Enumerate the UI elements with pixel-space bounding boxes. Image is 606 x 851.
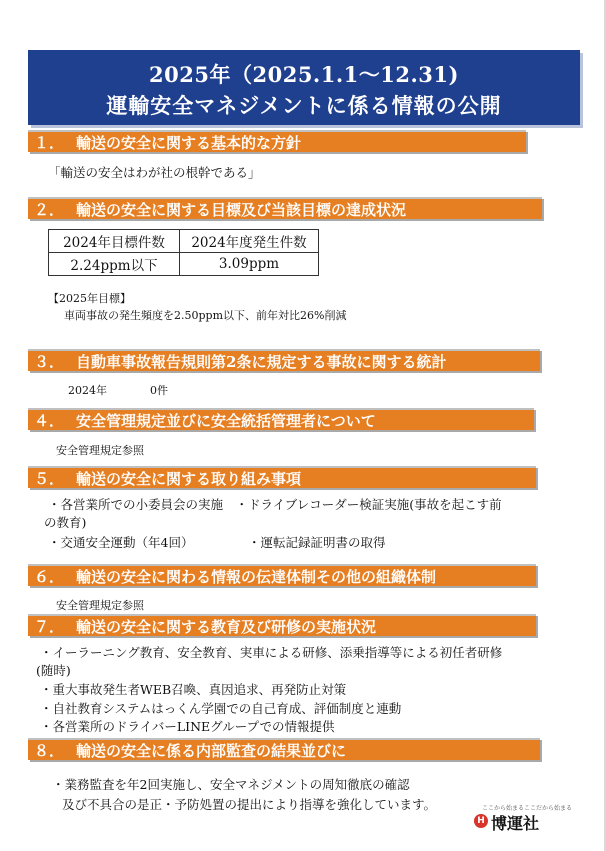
- section-number: １．: [34, 134, 65, 152]
- targets-table: [48, 229, 319, 276]
- section-number: ７．: [34, 618, 65, 636]
- training-line: ・自社教育システムはっくん学園での自己育成、評価制度と連動: [40, 701, 402, 716]
- company-logo: [474, 803, 574, 833]
- section-8-header: [28, 738, 540, 760]
- section-2-header: [28, 197, 542, 219]
- table-row: [49, 253, 319, 276]
- training-line: ・重大事故発生者WEB召喚、真因追求、再発防止対策: [40, 682, 347, 697]
- section-number: ８．: [34, 742, 65, 760]
- audit-line: ・業務監査を年2回実施し、安全マネジメントの周知徹底の確認: [52, 777, 410, 792]
- section-number: ３．: [34, 353, 65, 371]
- section-title: 安全管理規定並びに安全統括管理者について: [76, 412, 376, 430]
- accident-count: 0件: [150, 384, 168, 397]
- logo-mark-icon: H: [474, 814, 488, 828]
- safety-policy-text: 「輸送の安全はわが社の根幹である」: [48, 165, 261, 180]
- initiative-line: ・各営業所での小委員会の実施 ・ドライブレコーダー検証実施(事故を起こす前: [48, 497, 502, 512]
- safety-rules-reference: 安全管理規定参照: [56, 599, 144, 612]
- section-7-header: [28, 614, 536, 636]
- audit-line: 及び不具合の是正・予防処置の提出により指導を強化しています。: [62, 797, 437, 812]
- table-header-cell: 2024年目標件数: [49, 230, 180, 253]
- section-4-header: [28, 408, 534, 430]
- training-line: ・各営業所のドライバーLINEグループでの情報提供: [40, 719, 335, 734]
- page-title-banner: [28, 50, 580, 125]
- page-title: 運輸安全マネジメントに係る情報の公開: [106, 93, 502, 118]
- training-line: ・イーラーニング教育、安全教育、実車による研修、添乗指導等による初任者研修: [40, 645, 503, 660]
- accident-year: 2024年: [68, 384, 107, 397]
- goal-text: 車両事故の発生頻度を2.50ppm以下、前年対比26%削減: [64, 309, 347, 322]
- section-title: 輸送の安全に関する目標及び当該目標の達成状況: [76, 201, 407, 219]
- company-name: 博運社: [491, 814, 540, 833]
- page-title-period: 2025年（2025.1.1～12.31): [149, 62, 459, 87]
- section-title: 自動車事故報告規則第2条に規定する事故に関する統計: [76, 353, 447, 371]
- safety-rules-reference: 安全管理規定参照: [56, 444, 144, 457]
- table-cell: 2.24ppm以下: [49, 253, 180, 276]
- section-number: ５．: [34, 470, 65, 488]
- section-1-header: [28, 130, 526, 152]
- initiative-line: ・交通安全運動（年4回）: [48, 535, 194, 550]
- initiative-line: の教育): [44, 515, 87, 530]
- table-header-cell: 2024年度発生件数: [180, 230, 319, 253]
- section-title: 輸送の安全に関わる情報の伝達体制その他の組織体制: [76, 568, 437, 586]
- section-number: ４．: [34, 412, 65, 430]
- section-title: 輸送の安全に係る内部監査の結果並びに: [76, 742, 347, 760]
- section-title: 輸送の安全に関する教育及び研修の実施状況: [76, 618, 377, 636]
- section-number: ２．: [34, 201, 65, 219]
- section-number: ６．: [34, 568, 65, 586]
- table-cell: 3.09ppm: [180, 253, 319, 276]
- section-6-header: [28, 564, 536, 586]
- section-title: 輸送の安全に関する基本的な方針: [76, 134, 302, 152]
- logo-tagline: ここから始まるここだから始まる: [482, 805, 573, 812]
- section-title: 輸送の安全に関する取り組み事項: [76, 470, 302, 488]
- initiative-line: ・運転記録証明書の取得: [248, 535, 386, 550]
- section-5-header: [28, 466, 536, 488]
- table-header-row: [49, 230, 319, 253]
- goal-label: 【2025年目標】: [48, 292, 131, 305]
- section-3-header: [28, 349, 540, 371]
- training-line: (随時): [36, 663, 71, 678]
